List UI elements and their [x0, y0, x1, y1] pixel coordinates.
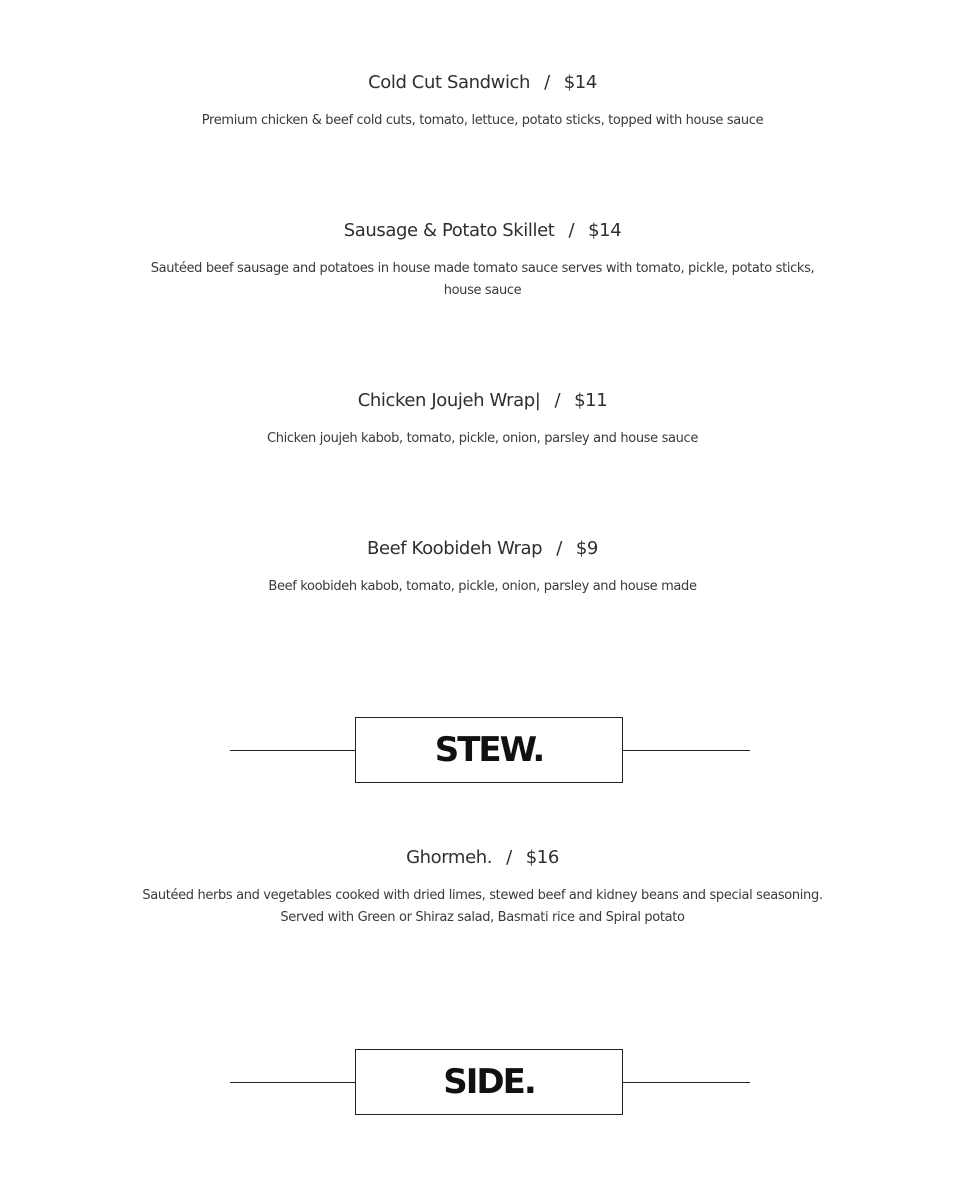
section-rule-left [230, 750, 355, 751]
item-name: Cold Cut Sandwich [368, 72, 531, 93]
section-rule-left [230, 1082, 355, 1083]
item-price: $16 [525, 847, 559, 868]
item-price: $9 [575, 538, 598, 559]
menu-item-title-cold-cut-sandwich [0, 72, 965, 93]
menu-item-description: Beef koobideh kabob, tomato, pickle, onion, parsley and house made [268, 579, 697, 594]
menu-item-description: Sautéed beef sausage and potatoes in house made tomato sauce serves with tomato, pickle, potato sticks, house sauce [150, 261, 815, 298]
section-title: SIDE. [443, 1062, 535, 1102]
menu-item-description: Chicken joujeh kabob, tomato, pickle, onion, parsley and house sauce [267, 431, 698, 446]
item-name: Sausage & Potato Skillet [343, 220, 555, 241]
price-separator: / [568, 220, 575, 241]
menu-item-title-chicken-joujeh-wrap [0, 390, 965, 411]
section-header-side [355, 1049, 623, 1115]
menu-item-title-beef-koobideh-wrap [0, 538, 965, 559]
section-title: STEW. [434, 730, 544, 770]
section-rule-right [623, 750, 750, 751]
menu-item-description: Sautéed herbs and vegetables cooked with dried limes, stewed beef and kidney beans and special seasoning. Served with Green or Shiraz salad, Basmati rice and Spiral potato [142, 888, 823, 925]
item-name: Beef Koobideh Wrap [367, 538, 543, 559]
item-name: Chicken Joujeh Wrap| [357, 390, 541, 411]
item-price: $11 [574, 390, 608, 411]
section-rule-right [623, 1082, 750, 1083]
menu-item-description: Premium chicken & beef cold cuts, tomato, lettuce, potato sticks, topped with house sauce [201, 113, 764, 128]
item-price: $14 [588, 220, 622, 241]
item-price: $14 [563, 72, 597, 93]
price-separator: / [544, 72, 550, 93]
price-separator: / [556, 538, 562, 559]
price-separator: / [554, 390, 561, 411]
menu-item-title-sausage-potato-skillet [0, 220, 965, 241]
menu-item-title-ghormeh [0, 847, 965, 868]
item-name: Ghormeh. [406, 847, 493, 868]
section-header-stew [355, 717, 623, 783]
price-separator: / [506, 847, 512, 868]
